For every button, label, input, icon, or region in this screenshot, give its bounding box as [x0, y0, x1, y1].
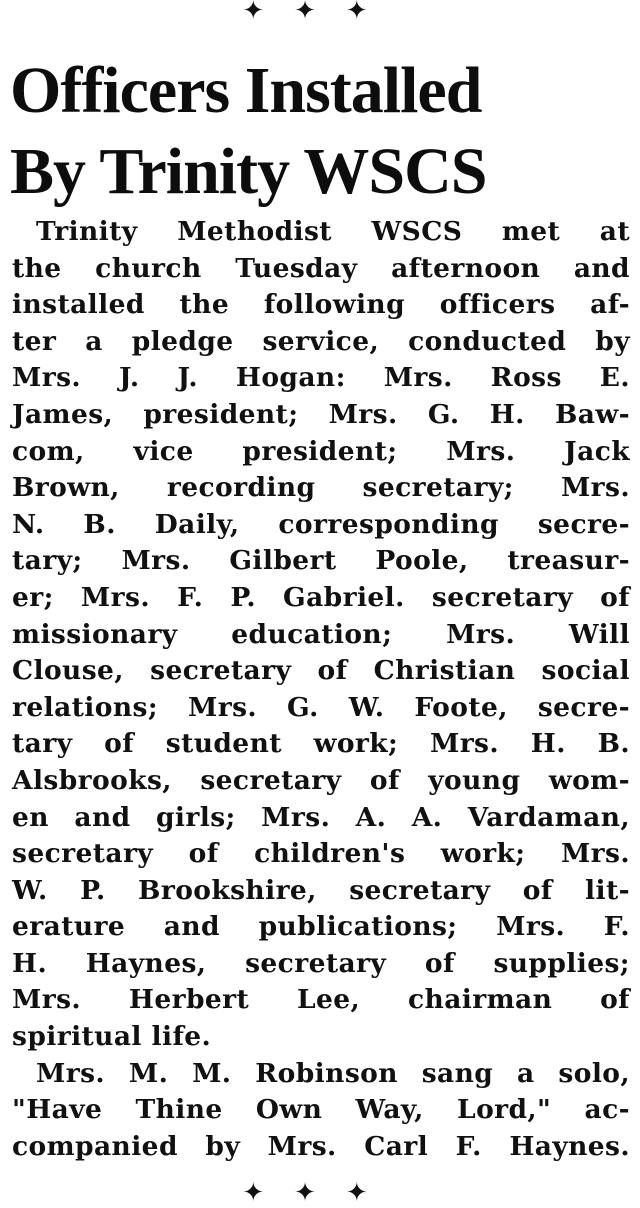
article-line: en and girls; Mrs. A. A. Vardaman,: [12, 801, 630, 833]
article-line: Mrs. M. M. Robinson sang a solo,: [36, 1057, 630, 1089]
article-line: Clouse, secretary of Christian social: [12, 655, 630, 687]
article-line: installed the following officers af-: [12, 289, 630, 321]
headline-line-2: By Trinity WSCS: [10, 135, 487, 208]
article-line: missionary education; Mrs. Will: [12, 618, 630, 650]
article-line: the church Tuesday afternoon and: [12, 252, 630, 284]
article-line: companied by Mrs. Carl F. Haynes.: [12, 1130, 630, 1162]
article-line: er; Mrs. F. P. Gabriel. secretary of: [12, 581, 630, 613]
article-line: Mrs. J. J. Hogan: Mrs. Ross E.: [12, 362, 630, 394]
headline-line-1: Officers Installed: [10, 54, 482, 127]
article-line: N. B. Daily, corresponding secre-: [12, 508, 630, 540]
article-line: Brown, recording secretary; Mrs.: [12, 472, 630, 504]
article-line: Alsbrooks, secretary of young wom-: [12, 764, 630, 796]
ornament-top: ✦✦✦: [242, 0, 398, 26]
article-line: W. P. Brookshire, secretary of lit-: [12, 874, 630, 906]
article-line: tary; Mrs. Gilbert Poole, treasur-: [12, 545, 630, 577]
article-line: com, vice president; Mrs. Jack: [12, 435, 630, 467]
article-line: "Have Thine Own Way, Lord," ac-: [12, 1094, 630, 1126]
headline: [10, 50, 635, 212]
article-line: Mrs. Herbert Lee, chairman of: [12, 984, 630, 1016]
ornament-bottom: ✦✦✦: [242, 1178, 398, 1208]
article-line: relations; Mrs. G. W. Foote, secre-: [12, 691, 630, 723]
article-body: [12, 214, 630, 1165]
article-line: secretary of children's work; Mrs.: [12, 838, 630, 870]
article-line: Trinity Methodist WSCS met at: [36, 216, 630, 247]
article-line: tary of student work; Mrs. H. B.: [12, 728, 630, 760]
article-line: ter a pledge service, conducted by: [12, 325, 630, 357]
article-line: James, president; Mrs. G. H. Baw-: [12, 398, 630, 430]
article-line: H. Haynes, secretary of supplies;: [12, 947, 630, 979]
article-line: erature and publications; Mrs. F.: [12, 911, 630, 943]
article-line: spiritual life.: [12, 1021, 212, 1053]
